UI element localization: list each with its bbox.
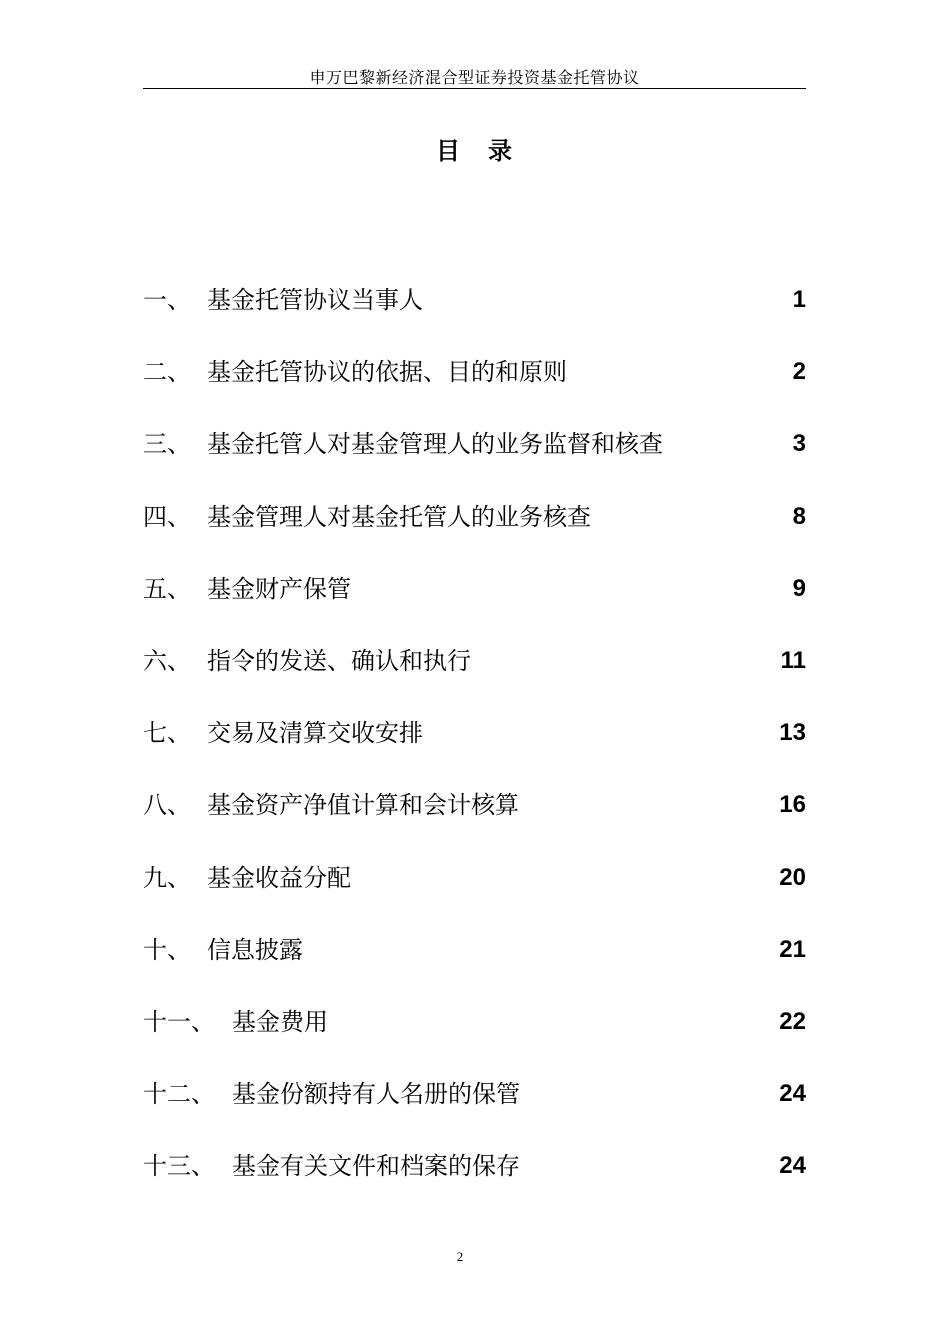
toc-entry-page: 20: [779, 863, 806, 891]
toc-title-part2: 录: [488, 137, 514, 165]
toc-entry-number: 七、: [143, 719, 191, 748]
toc-entry-page: 16: [779, 791, 806, 819]
toc-entry-title: 基金财产保管: [207, 574, 351, 603]
toc-entry-3[interactable]: [143, 426, 806, 498]
toc-entry-title: 基金费用: [232, 1007, 328, 1036]
toc-entry-number: 十一、: [143, 1007, 215, 1036]
toc-entry-11[interactable]: [143, 1004, 806, 1076]
toc-entry-page: 13: [779, 719, 806, 747]
running-header: 申万巴黎新经济混合型证券投资基金托管协议: [309, 68, 640, 87]
toc-entry-number: 八、: [143, 791, 191, 820]
toc-entry-title: 基金托管人对基金管理人的业务监督和核查: [207, 430, 663, 459]
toc-title: [0, 134, 950, 168]
toc-entry-10[interactable]: [143, 932, 806, 1004]
toc-entry-title: 指令的发送、确认和执行: [207, 646, 471, 675]
toc-entry-12[interactable]: [143, 1076, 806, 1148]
toc-entry-number: 十二、: [143, 1080, 215, 1109]
toc-entry-title: 基金有关文件和档案的保存: [232, 1152, 520, 1181]
toc-entry-title: 基金份额持有人名册的保管: [232, 1080, 520, 1109]
toc-entry-title: 基金收益分配: [207, 863, 351, 892]
toc-entry-title: 基金托管协议当事人: [207, 286, 423, 314]
toc-entry-page: 2: [792, 358, 806, 386]
toc-entry-1[interactable]: [143, 282, 806, 354]
toc-entry-number: 九、: [143, 863, 191, 892]
toc-entry-page: 3: [792, 430, 806, 458]
toc-entry-2[interactable]: [143, 354, 806, 426]
toc-entry-13[interactable]: [143, 1148, 806, 1220]
toc-entry-title: 基金资产净值计算和会计核算: [207, 791, 519, 820]
toc-entry-page: 24: [779, 1152, 806, 1180]
toc-entry-number: 三、: [143, 430, 191, 459]
toc-entry-9[interactable]: [143, 860, 806, 932]
toc-entry-4[interactable]: [143, 499, 806, 571]
toc-entry-page: 9: [792, 574, 806, 602]
toc-entry-title: 信息披露: [207, 935, 303, 964]
toc-entry-5[interactable]: [143, 571, 806, 643]
toc-entry-number: 五、: [143, 574, 191, 603]
toc-entry-title: 交易及清算交收安排: [207, 719, 423, 748]
page-number: 2: [456, 1249, 464, 1264]
toc-entry-page: 11: [780, 646, 806, 674]
toc-title-part1: 目: [436, 137, 462, 165]
toc-entry-6[interactable]: [143, 643, 806, 715]
header-rule: [143, 88, 806, 89]
toc-entry-page: 22: [779, 1007, 806, 1035]
toc-entry-page: 1: [792, 286, 806, 313]
toc-entry-number: 十、: [143, 935, 191, 964]
toc-entry-title: 基金管理人对基金托管人的业务核查: [207, 502, 591, 531]
toc-entry-7[interactable]: [143, 715, 806, 787]
toc-entry-number: 一、: [143, 286, 191, 314]
toc-list: [143, 282, 806, 1220]
toc-entry-page: 8: [792, 502, 806, 530]
toc-entry-title: 基金托管协议的依据、目的和原则: [207, 358, 567, 387]
toc-entry-page: 21: [779, 935, 806, 963]
toc-entry-number: 四、: [143, 502, 191, 531]
toc-entry-number: 六、: [143, 646, 191, 675]
toc-entry-8[interactable]: [143, 787, 806, 859]
toc-entry-number: 二、: [143, 358, 191, 387]
toc-entry-page: 24: [779, 1080, 806, 1108]
toc-entry-number: 十三、: [143, 1152, 215, 1181]
